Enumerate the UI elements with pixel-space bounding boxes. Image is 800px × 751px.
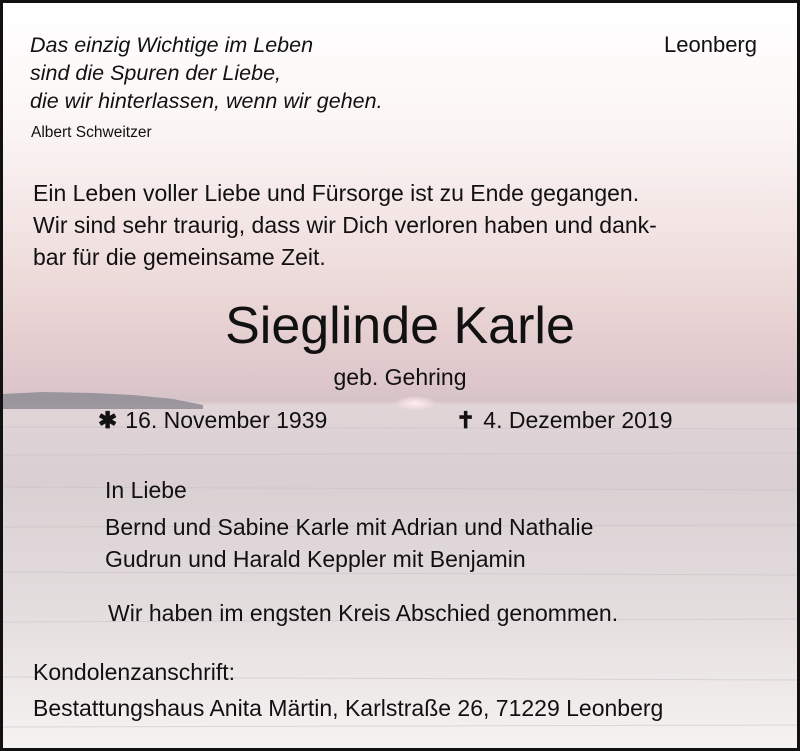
birth-name: geb. Gehring — [333, 364, 467, 390]
birth-star-icon: ✱ — [98, 407, 118, 433]
distant-coastline — [3, 389, 203, 409]
condolence-address: Bestattungshaus Anita Märtin, Karlstraße 26, 71229 Leonberg — [33, 695, 664, 721]
quote-line: die wir hinterlassen, wenn wir gehen. — [30, 89, 383, 113]
quote-author: Albert Schweitzer — [31, 124, 152, 141]
quote-line: Das einzig Wichtige im Leben — [30, 33, 314, 57]
quote-line: sind die Spuren der Liebe, — [30, 61, 282, 85]
mourner-line: Bernd und Sabine Karle mit Adrian und Nathalie — [105, 514, 594, 540]
intro-line: Ein Leben voller Liebe und Fürsorge ist zu Ende gegangen. — [33, 180, 640, 206]
mourner-line: Gudrun und Harald Keppler mit Benjamin — [105, 546, 526, 572]
cross-icon: ✝ — [456, 407, 476, 433]
mourners-heading: In Liebe — [105, 477, 187, 503]
death-date-text: 4. Dezember 2019 — [483, 407, 673, 433]
birth-date — [98, 407, 327, 434]
birth-date-text: 16. November 1939 — [125, 407, 328, 433]
intro-line: bar für die gemeinsame Zeit. — [33, 244, 326, 270]
place-name: Leonberg — [664, 32, 757, 57]
death-date — [456, 407, 673, 434]
deceased-name: Sieglinde Karle — [225, 297, 575, 355]
condolence-label: Kondolenzanschrift: — [33, 659, 236, 685]
farewell-note: Wir haben im engsten Kreis Abschied genommen. — [108, 600, 619, 626]
intro-line: Wir sind sehr traurig, dass wir Dich verloren haben und dank- — [33, 212, 657, 238]
